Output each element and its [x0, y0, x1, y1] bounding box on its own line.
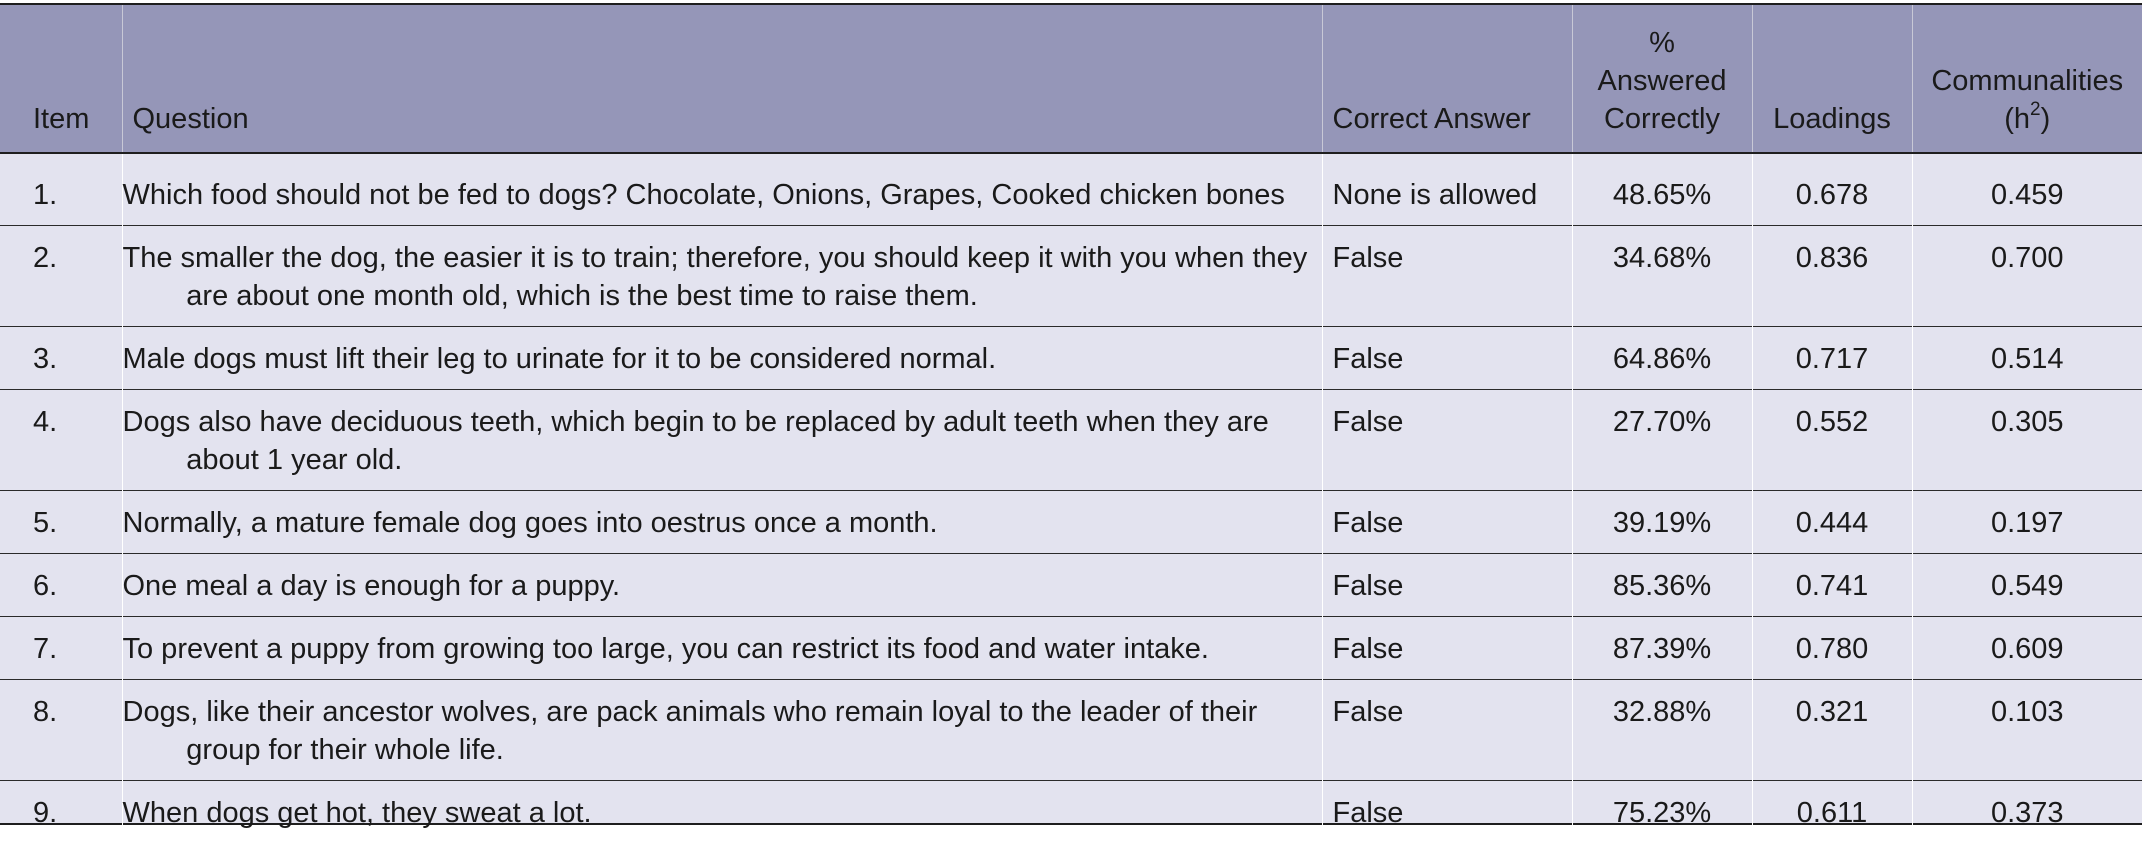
cell-loading: 0.552 — [1752, 390, 1912, 491]
header-communalities-label: Communalities — [1931, 65, 2123, 97]
cell-question: Normally, a mature female dog goes into oestrus once a month. — [122, 491, 1322, 554]
header-h-superscript: 2 — [2030, 99, 2041, 120]
header-percent-answered-correctly — [1572, 5, 1752, 153]
table-row — [0, 226, 2142, 327]
table-row — [0, 617, 2142, 680]
header-pct-line3: Correctly — [1604, 103, 1720, 135]
cell-percent-correct: 39.19% — [1572, 491, 1752, 554]
cell-correct-answer: False — [1322, 781, 1572, 843]
cell-loading: 0.321 — [1752, 680, 1912, 781]
cell-question: The smaller the dog, the easier it is to train; therefore, you should keep it with you when they are about one month old, which is the best time to raise them. — [122, 226, 1322, 327]
results-table — [0, 5, 2142, 843]
cell-communality: 0.459 — [1912, 153, 2142, 226]
header-h-close: ) — [2041, 103, 2051, 135]
table-row — [0, 491, 2142, 554]
cell-percent-correct: 27.70% — [1572, 390, 1752, 491]
header-correct-answer: Correct Answer — [1322, 5, 1572, 153]
cell-item: 3. — [0, 327, 122, 390]
cell-correct-answer: False — [1322, 226, 1572, 327]
cell-question: Which food should not be fed to dogs? Chocolate, Onions, Grapes, Cooked chicken bones — [122, 153, 1322, 226]
table-row — [0, 781, 2142, 843]
cell-communality: 0.373 — [1912, 781, 2142, 843]
cell-item: 7. — [0, 617, 122, 680]
cell-percent-correct: 85.36% — [1572, 554, 1752, 617]
cell-communality: 0.197 — [1912, 491, 2142, 554]
table-row — [0, 327, 2142, 390]
table-row — [0, 390, 2142, 491]
cell-loading: 0.444 — [1752, 491, 1912, 554]
table-row — [0, 680, 2142, 781]
table-row — [0, 554, 2142, 617]
header-pct-line1: % — [1649, 27, 1675, 59]
table-header — [0, 5, 2142, 153]
cell-percent-correct: 34.68% — [1572, 226, 1752, 327]
cell-communality: 0.103 — [1912, 680, 2142, 781]
cell-question: Dogs also have deciduous teeth, which begin to be replaced by adult teeth when they are about 1 year old. — [122, 390, 1322, 491]
header-item: Item — [0, 5, 122, 153]
cell-correct-answer: None is allowed — [1322, 153, 1572, 226]
cell-question: To prevent a puppy from growing too large, you can restrict its food and water intake. — [122, 617, 1322, 680]
cell-question: Dogs, like their ancestor wolves, are pack animals who remain loyal to the leader of their group for their whole life. — [122, 680, 1322, 781]
cell-communality: 0.609 — [1912, 617, 2142, 680]
cell-loading: 0.780 — [1752, 617, 1912, 680]
cell-loading: 0.678 — [1752, 153, 1912, 226]
cell-loading: 0.741 — [1752, 554, 1912, 617]
cell-correct-answer: False — [1322, 390, 1572, 491]
header-row — [0, 5, 2142, 153]
cell-correct-answer: False — [1322, 617, 1572, 680]
cell-communality: 0.305 — [1912, 390, 2142, 491]
cell-item: 8. — [0, 680, 122, 781]
cell-percent-correct: 87.39% — [1572, 617, 1752, 680]
cell-correct-answer: False — [1322, 680, 1572, 781]
cell-loading: 0.836 — [1752, 226, 1912, 327]
cell-item: 4. — [0, 390, 122, 491]
cell-item: 5. — [0, 491, 122, 554]
cell-percent-correct: 64.86% — [1572, 327, 1752, 390]
cell-item: 6. — [0, 554, 122, 617]
cell-correct-answer: False — [1322, 554, 1572, 617]
cell-correct-answer: False — [1322, 327, 1572, 390]
header-h-symbol: (h — [2004, 103, 2030, 135]
header-loadings: Loadings — [1752, 5, 1912, 153]
cell-communality: 0.549 — [1912, 554, 2142, 617]
cell-item: 2. — [0, 226, 122, 327]
cell-loading: 0.717 — [1752, 327, 1912, 390]
table-row — [0, 153, 2142, 226]
cell-percent-correct: 32.88% — [1572, 680, 1752, 781]
header-pct-line2: Answered — [1598, 65, 1727, 97]
cell-item: 9. — [0, 781, 122, 843]
header-question: Question — [122, 5, 1322, 153]
cell-question: When dogs get hot, they sweat a lot. — [122, 781, 1322, 843]
results-table-container — [0, 3, 2142, 825]
cell-item: 1. — [0, 153, 122, 226]
cell-question: One meal a day is enough for a puppy. — [122, 554, 1322, 617]
cell-communality: 0.514 — [1912, 327, 2142, 390]
table-body — [0, 153, 2142, 843]
cell-question: Male dogs must lift their leg to urinate for it to be considered normal. — [122, 327, 1322, 390]
cell-loading: 0.611 — [1752, 781, 1912, 843]
header-communalities — [1912, 5, 2142, 153]
header-communalities-symbol — [2004, 103, 2050, 135]
cell-correct-answer: False — [1322, 491, 1572, 554]
cell-percent-correct: 75.23% — [1572, 781, 1752, 843]
cell-percent-correct: 48.65% — [1572, 153, 1752, 226]
cell-communality: 0.700 — [1912, 226, 2142, 327]
